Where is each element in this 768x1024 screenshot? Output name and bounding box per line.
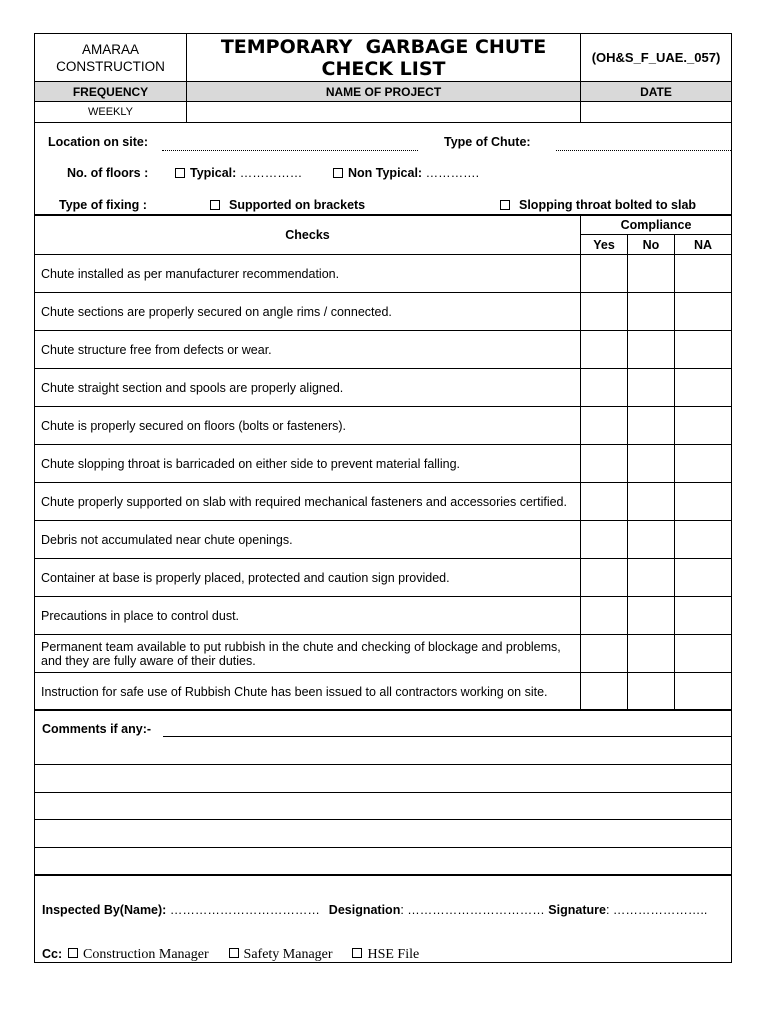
signature-field[interactable]: : ………………….. [605,903,708,917]
check-item-text: Chute sections are properly secured on angle rims / connected. [34,292,581,331]
comments-line[interactable] [34,819,732,820]
yes-cell[interactable] [580,520,628,559]
cc-hse-file-label: HSE File [367,947,420,962]
yes-header [580,234,628,255]
na-cell[interactable] [674,596,732,635]
yes-cell[interactable] [580,634,628,673]
no-header [627,234,675,255]
company-name-cell [34,33,187,82]
yes-cell[interactable] [580,596,628,635]
na-header [674,234,732,255]
cc-construction-manager-checkbox[interactable] [68,948,78,958]
check-item-text: Precautions in place to control dust. [34,596,581,635]
checks-header-label: Checks [285,228,330,242]
na-cell[interactable] [674,520,732,559]
fixing-label: Type of fixing : [59,198,147,212]
yes-cell[interactable] [580,482,628,521]
non-typical-label: Non Typical: [348,166,423,180]
na-cell[interactable] [674,292,732,331]
no-cell[interactable] [627,596,675,635]
location-field[interactable] [162,150,418,151]
check-item-text: Instruction for safe use of Rubbish Chute has been issued to all contractors working on site. [34,672,581,711]
comments-line[interactable] [34,847,732,848]
comments-top-line [34,709,732,711]
project-name-field[interactable] [186,101,581,123]
inspected-by-label: Inspected By(Name): [42,903,167,917]
check-item-text: Permanent team available to put rubbish in the chute and checking of blockage and problems, and they are fully aware of their duties. [34,634,581,673]
na-cell[interactable] [674,672,732,711]
comments-line[interactable] [34,764,732,765]
title-cell [186,33,581,82]
no-cell[interactable] [627,482,675,521]
fixing-option-throat[interactable] [500,198,696,212]
yes-cell[interactable] [580,444,628,483]
no-cell[interactable] [627,254,675,293]
no-cell[interactable] [627,292,675,331]
cc-hse-file-checkbox[interactable] [352,948,362,958]
no-cell[interactable] [627,558,675,597]
comments-label: Comments if any:- [42,722,152,736]
date-field[interactable] [580,101,732,123]
yes-cell[interactable] [580,292,628,331]
page-title-line2: CHECK LIST [321,57,446,80]
typical-checkbox[interactable] [175,168,185,178]
no-cell[interactable] [627,634,675,673]
check-item-text: Container at base is properly placed, protected and caution sign provided. [34,558,581,597]
cc-label: Cc: [42,947,63,961]
throat-checkbox[interactable] [500,200,510,210]
cc-row [42,945,419,963]
yes-cell[interactable] [580,368,628,407]
check-item-text: Chute slopping throat is barricaded on either side to prevent material falling. [34,444,581,483]
no-cell[interactable] [627,672,675,711]
yes-cell[interactable] [580,406,628,445]
no-cell[interactable] [627,406,675,445]
comments-line[interactable] [34,792,732,793]
comments-line-first[interactable] [163,736,732,737]
brackets-checkbox[interactable] [210,200,220,210]
frequency-value-cell [34,101,187,123]
brackets-label: Supported on brackets [229,198,366,212]
check-item-text: Debris not accumulated near chute openings. [34,520,581,559]
frequency-value: WEEKLY [87,106,134,118]
frequency-header [34,81,187,102]
yes-label: Yes [593,237,615,252]
date-header [580,81,732,102]
cc-construction-manager-label: Construction Manager [83,947,209,962]
frequency-label: FREQUENCY [72,84,149,99]
typical-option[interactable] [175,166,302,180]
yes-cell[interactable] [580,330,628,369]
no-label: No [642,237,660,252]
footer-top-line [34,874,732,876]
compliance-header [580,215,732,235]
project-label: NAME OF PROJECT [325,84,442,99]
inspection-signoff-row [42,903,707,917]
page-title-line1: TEMPORARY GARBAGE CHUTE [220,35,547,58]
cc-safety-manager-label: Safety Manager [243,947,333,962]
no-cell[interactable] [627,444,675,483]
na-cell[interactable] [674,482,732,521]
chute-type-label: Type of Chute: [444,135,531,149]
na-cell[interactable] [674,406,732,445]
form-code: (OH&S_F_UAE._057) [591,50,721,65]
non-typical-option[interactable] [333,166,479,180]
check-item-text: Chute structure free from defects or wear. [34,330,581,369]
chute-type-field[interactable] [556,150,731,151]
check-item-text: Chute installed as per manufacturer recommendation. [34,254,581,293]
non-typical-checkbox[interactable] [333,168,343,178]
company-name: AMARAA CONSTRUCTION [56,41,165,74]
yes-cell[interactable] [580,254,628,293]
na-label: NA [693,237,713,252]
na-cell[interactable] [674,558,732,597]
designation-label: Designation [328,903,401,917]
no-cell[interactable] [627,330,675,369]
date-label: DATE [640,84,672,99]
signature-label: Signature [548,903,606,917]
na-cell[interactable] [674,634,732,673]
yes-cell[interactable] [580,672,628,711]
check-item-text: Chute is properly secured on floors (bolts or fasteners). [34,406,581,445]
na-cell[interactable] [674,330,732,369]
floors-label: No. of floors : [67,166,149,180]
yes-cell[interactable] [580,558,628,597]
throat-label: Slopping throat bolted to slab [519,198,697,212]
no-cell[interactable] [627,368,675,407]
designation-field[interactable]: : …………………………… [400,903,545,917]
cc-safety-manager-checkbox[interactable] [229,948,239,958]
project-header [186,81,581,102]
fixing-option-brackets[interactable] [210,198,365,212]
typical-label: Typical: [190,166,237,180]
form-code-cell [580,33,732,82]
checks-header [34,215,581,255]
na-cell[interactable] [674,368,732,407]
non-typical-dots: …………. [425,166,480,180]
typical-dots: …………… [239,166,303,180]
na-cell[interactable] [674,444,732,483]
check-item-text: Chute properly supported on slab with required mechanical fasteners and accessories certified. [34,482,581,521]
compliance-label: Compliance [620,218,692,232]
no-cell[interactable] [627,520,675,559]
check-item-text: Chute straight section and spools are properly aligned. [34,368,581,407]
location-label: Location on site: [48,135,148,149]
na-cell[interactable] [674,254,732,293]
inspected-by-field[interactable]: ……………………………… [169,903,320,917]
